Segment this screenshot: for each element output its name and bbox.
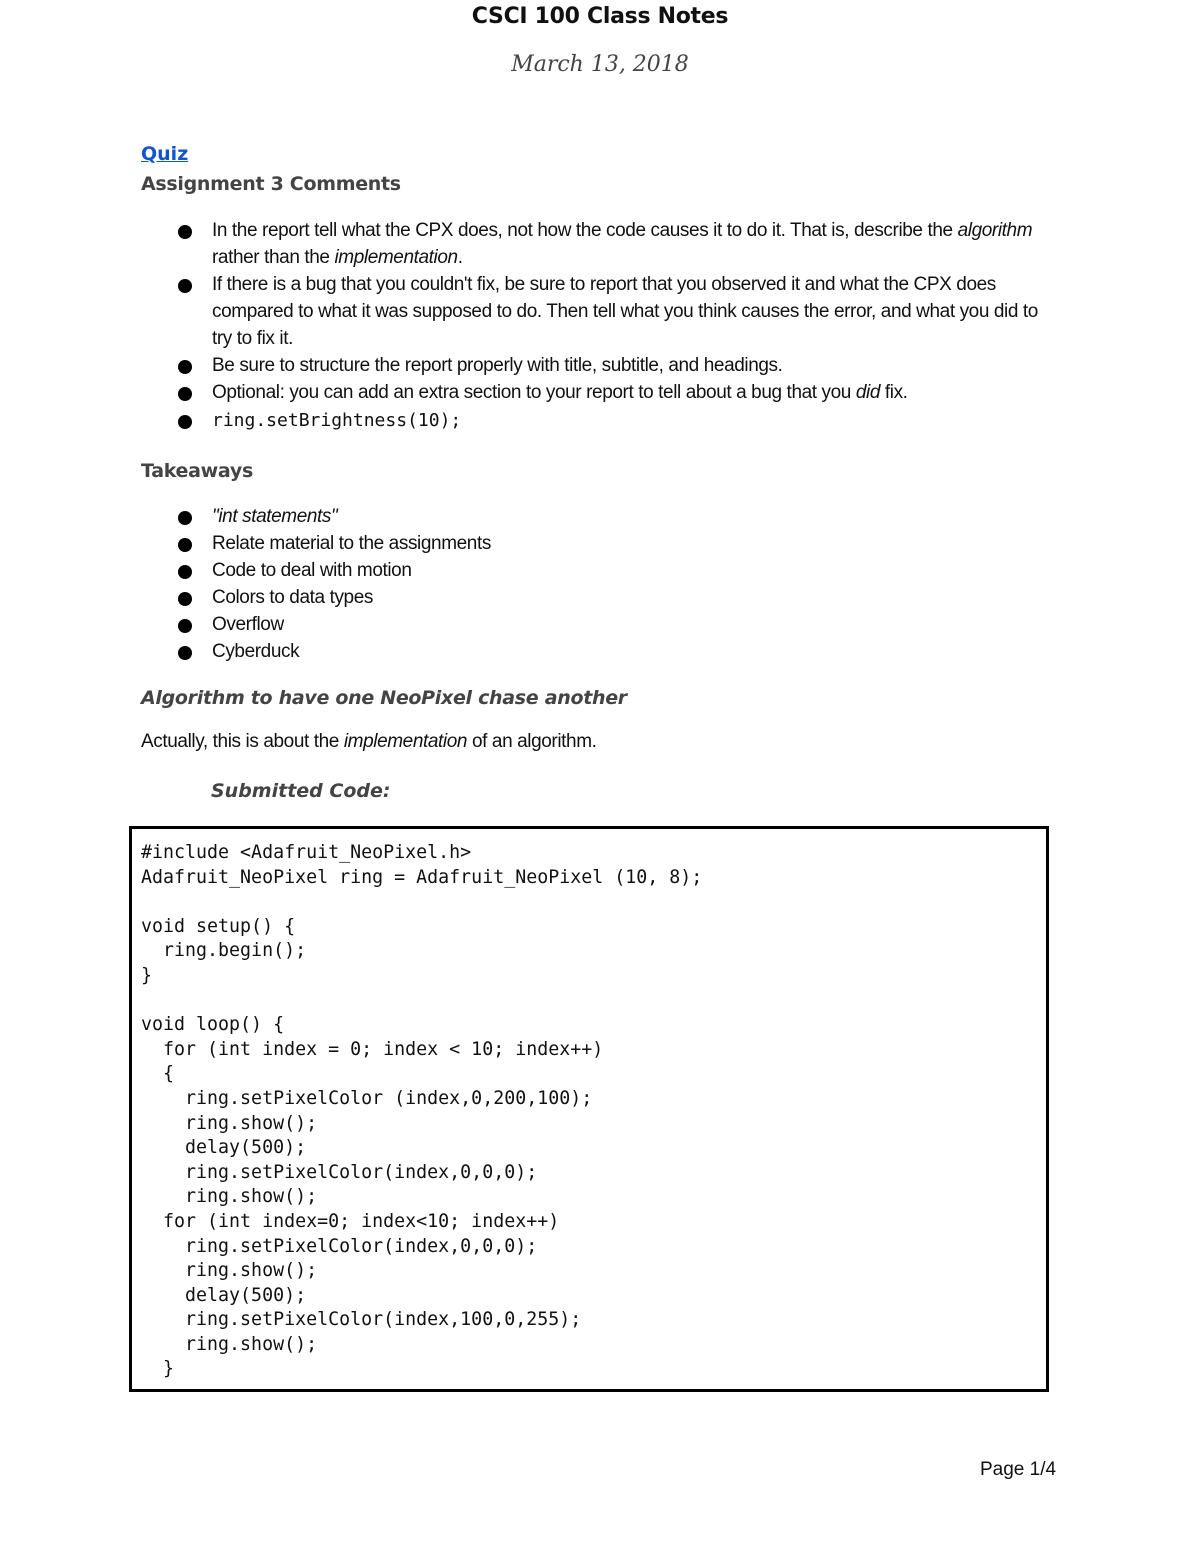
bullet-text: If there is a bug that you couldn't fix, be sure to report that you observed it and what the CPX does compared to what it was supposed to do. Then tell what you think causes the error, and what you did to try to fix it. [212, 274, 1038, 349]
takeaway-item [0, 611, 1062, 638]
bullet-item-brightness-code [0, 406, 1062, 436]
code-listing: #include <Adafruit_NeoPixel.h> Adafruit_NeoPixel ring = Adafruit_NeoPixel (10, 8); void setup() { ring.begin(); } void loop() { for (int index = 0; index < 10; index++) { ring.setPixelColor (index,0,200,100); ring.show(); delay(500); ring.setPixelColor(index,0,0,0); ring.show(); for (int index=0; index<10; index++) ring.setPixelColor(index,0,0,0); ring.show(); delay(500); ring.setPixelColor(index,100,0,255); ring.show(); } [141, 842, 703, 1380]
takeaway-item [0, 638, 1062, 665]
emphasis-algorithm: algorithm [957, 220, 1033, 241]
intro-text: Actually, this is about the [141, 731, 344, 752]
bullet-icon [178, 511, 192, 525]
algorithm-intro [141, 731, 597, 753]
bullet-icon [178, 592, 192, 606]
bullet-icon [178, 538, 192, 552]
bullet-icon [178, 565, 192, 579]
bullet-text: . [457, 247, 463, 268]
takeaway-item [0, 503, 1062, 530]
intro-text: of an algorithm. [467, 731, 597, 752]
inline-code: ring.setBrightness(10); [212, 410, 462, 431]
emphasis-implementation: implementation [334, 247, 458, 268]
bullet-item-algorithm [0, 217, 1062, 271]
bullet-text: In the report tell what the CPX does, not how the code causes it to do it. That is, describe the [212, 220, 958, 241]
takeaway-item [0, 584, 1062, 611]
takeaway-item [0, 530, 1062, 557]
takeaway-text: Overflow [212, 614, 284, 635]
bullet-icon [178, 619, 192, 633]
bullet-icon [178, 646, 192, 660]
document-date: March 13, 2018 [511, 52, 689, 77]
takeaway-text: "int statements" [212, 506, 338, 527]
bullet-icon [178, 279, 192, 293]
takeaway-item [0, 557, 1062, 584]
algorithm-heading: Algorithm to have one NeoPixel chase another [141, 687, 627, 709]
takeaway-text: Code to deal with motion [212, 560, 412, 581]
bullet-text: rather than the [212, 247, 335, 268]
document-title: CSCI 100 Class Notes [471, 4, 729, 29]
takeaway-text: Cyberduck [212, 641, 300, 662]
submitted-code-label: Submitted Code: [211, 780, 391, 802]
bullet-item-optional-section [0, 379, 1062, 406]
bullet-icon [178, 415, 192, 429]
bullet-text: Be sure to structure the report properly with title, subtitle, and headings. [212, 355, 783, 376]
bullet-item-bug-report [0, 271, 1062, 352]
emphasis-did: did [855, 382, 880, 403]
bullet-icon [178, 360, 192, 374]
code-block [129, 826, 1049, 1392]
bullet-text: fix. [880, 382, 908, 403]
bullet-item-structure [0, 352, 1062, 379]
takeaways-heading: Takeaways [141, 460, 253, 482]
bullet-text: Optional: you can add an extra section to your report to tell about a bug that you [212, 382, 856, 403]
takeaways-bullet-list [0, 503, 1062, 665]
bullet-icon [178, 225, 192, 239]
bullet-icon [178, 387, 192, 401]
takeaway-text: Colors to data types [212, 587, 373, 608]
assignment-3-bullet-list [0, 217, 1062, 436]
takeaway-text: Relate material to the assignments [212, 533, 491, 554]
quiz-link[interactable]: Quiz [141, 143, 189, 165]
assignment-3-heading: Assignment 3 Comments [141, 173, 401, 195]
emphasis-implementation: implementation [343, 731, 468, 752]
page-number: Page 1/4 [980, 1459, 1057, 1480]
